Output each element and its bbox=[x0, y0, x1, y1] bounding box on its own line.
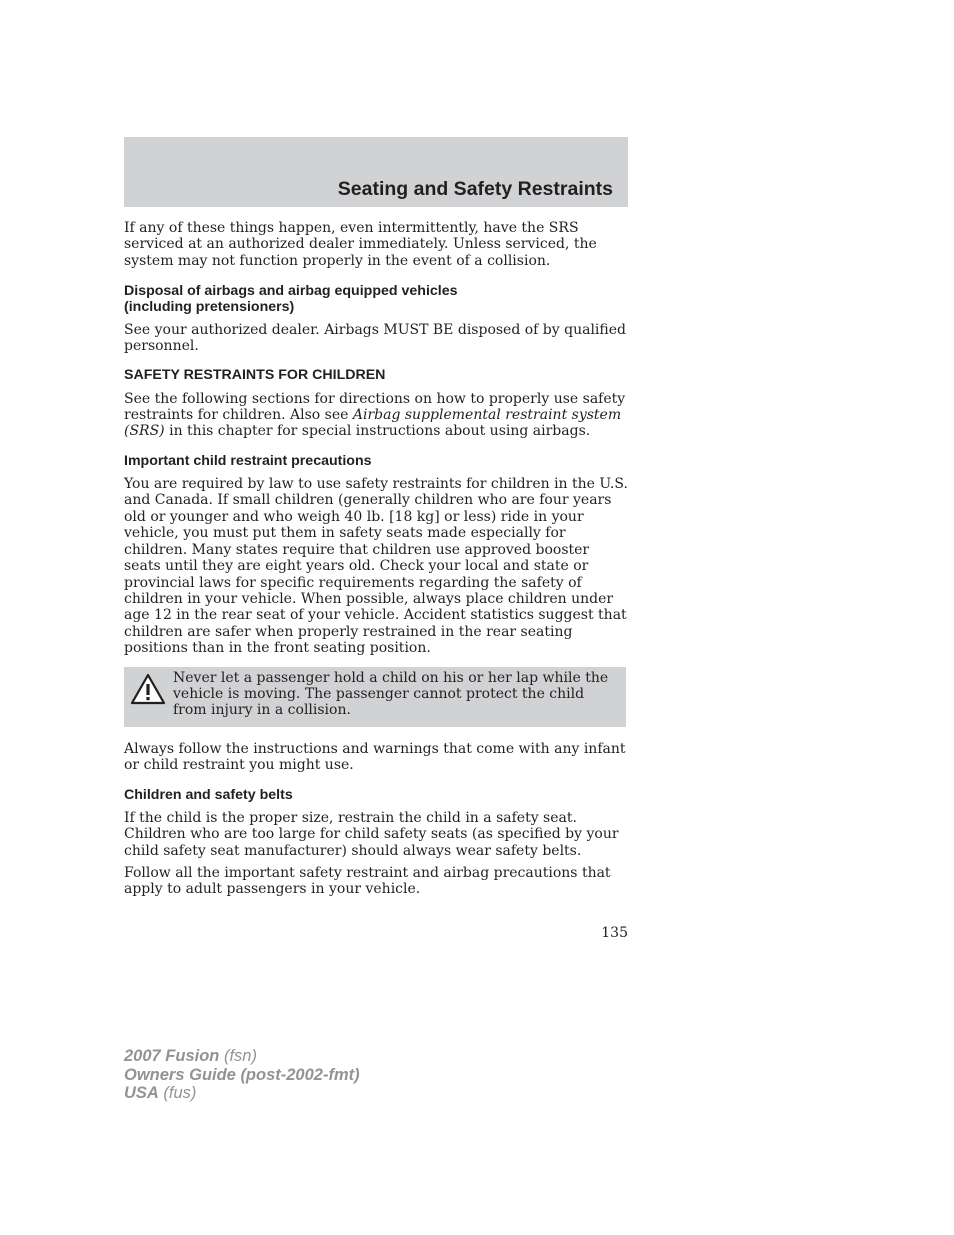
paragraph-precautions: You are required by law to use safety restraints for children in the U.S. and Canada. If small children (generally children who are four years old or younger and who weigh 40 lb. [18 kg] or less) ride in your vehicle, you must put them in safety seats made especially for children. Many states require that children use approved booster seats until they are eight years old. Check your local and state or provincial laws for specific requirements regarding the safety of children in your vehicle. When possible, always place children under age 12 in the rear seat of your vehicle. Accident statistics suggest that children are safer when properly restrained in the rear seating positions than in the front seating position. bbox=[124, 476, 628, 657]
footer-model-code: (fsn) bbox=[219, 1047, 257, 1065]
warning-box bbox=[124, 667, 626, 727]
heading-child-restraint-precautions: Important child restraint precautions bbox=[124, 452, 372, 469]
children-intro-reference: Airbag supplemental restraint system (SRS) bbox=[124, 407, 622, 440]
paragraph-children-intro bbox=[124, 391, 630, 440]
footer-model: 2007 Fusion bbox=[124, 1047, 220, 1065]
children-intro-text-before: See the following sections for directions on how to properly use safety restraints for children. Also see bbox=[124, 390, 626, 424]
heading-children-safety-belts: Children and safety belts bbox=[124, 786, 293, 803]
page-number: 135 bbox=[601, 925, 628, 941]
document-footer bbox=[124, 1047, 360, 1103]
heading-disposal-line1: Disposal of airbags and airbag equipped vehicles bbox=[124, 283, 458, 300]
children-intro-text-after: in this chapter for special instructions about using airbags. bbox=[164, 423, 591, 440]
warning-triangle-icon bbox=[130, 673, 166, 705]
footer-market: USA bbox=[124, 1084, 159, 1102]
paragraph-disposal: See your authorized dealer. Airbags MUST BE disposed of by qualified personnel. bbox=[124, 321, 626, 355]
footer-line-2 bbox=[124, 1066, 360, 1085]
footer-market-code: (fus) bbox=[158, 1084, 197, 1102]
footer-guide: Owners Guide (post-2002-fmt) bbox=[124, 1065, 360, 1084]
footer-line-1 bbox=[124, 1047, 360, 1066]
paragraph-belts-1: If the child is the proper size, restrain the child in a safety seat. Children who are too large for child safety seats (as specified by your child safety seat manufacturer) should always wear safety belts. bbox=[124, 809, 619, 859]
section-header-band bbox=[124, 137, 628, 207]
section-title: Seating and Safety Restraints bbox=[337, 178, 613, 200]
paragraph-srs-service: If any of these things happen, even intermittently, have the SRS serviced at an authorized dealer immediately. Unless serviced, the system may not function properly in the event of a collision. bbox=[124, 220, 597, 269]
page-content bbox=[124, 220, 630, 898]
heading-disposal-line2: (including pretensioners) bbox=[124, 299, 295, 316]
footer-line-3 bbox=[124, 1084, 360, 1103]
heading-safety-restraints-children: SAFETY RESTRAINTS FOR CHILDREN bbox=[124, 367, 386, 384]
warning-text: Never let a passenger hold a child on his or her lap while the vehicle is moving. The passenger cannot protect the child from injury in a collision. bbox=[173, 669, 609, 719]
heading-disposal bbox=[124, 283, 630, 315]
paragraph-belts-2: Follow all the important safety restraint and airbag precautions that apply to adult passengers in your vehicle. bbox=[124, 864, 611, 898]
paragraph-follow-instructions: Always follow the instructions and warnings that come with any infant or child restraint you might use. bbox=[124, 740, 626, 774]
